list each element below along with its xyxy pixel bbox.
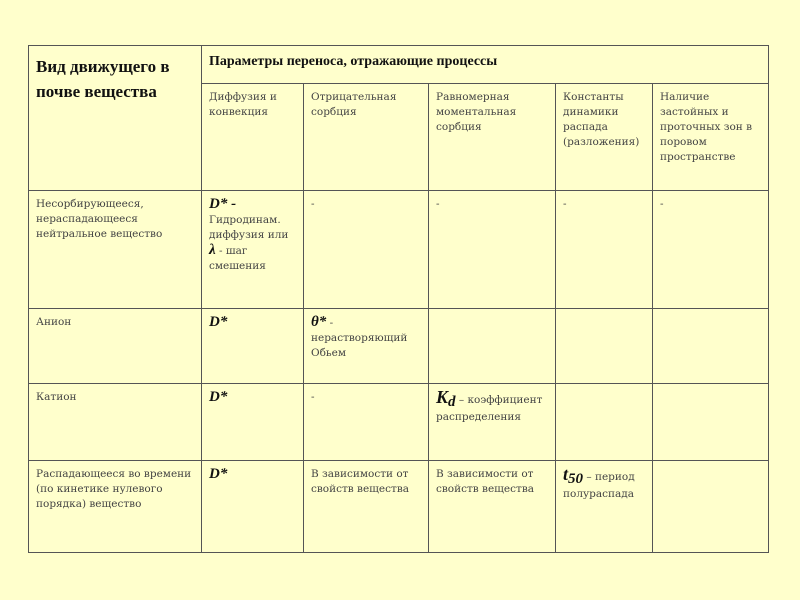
symbol: λ	[209, 242, 216, 258]
column-header: Отрицательная сорбция	[304, 84, 429, 191]
cell	[202, 309, 304, 384]
row-header: Вид движущего в почве вещества	[29, 46, 202, 191]
table-row	[29, 191, 769, 309]
column-header: Константы динамики распада (разложения)	[556, 84, 653, 191]
column-header: Диффузия и конвекция	[202, 84, 304, 191]
symbol: K	[436, 387, 449, 407]
cell-text: - шаг смешения	[209, 245, 266, 272]
row-label: Несорбирующееся, нераспадающееся нейтральное вещество	[29, 191, 202, 309]
cell: -	[429, 191, 556, 309]
cell: В зависимости от свойств вещества	[429, 461, 556, 553]
group-header: Параметры переноса, отражающие процессы	[202, 46, 769, 84]
cell	[429, 384, 556, 461]
cell: -	[556, 191, 653, 309]
cell	[556, 461, 653, 553]
symbol: D*	[209, 314, 228, 330]
cell	[653, 384, 769, 461]
table-row	[29, 461, 769, 553]
cell	[653, 461, 769, 553]
column-header: Наличие застойных и проточных зон в поровом пространстве	[653, 84, 769, 191]
transport-parameters-table	[28, 45, 769, 553]
row-label: Катион	[29, 384, 202, 461]
row-label: Распадающееся во времени (по кинетике нулевого порядка) вещество	[29, 461, 202, 553]
cell	[429, 309, 556, 384]
row-label: Анион	[29, 309, 202, 384]
cell	[653, 309, 769, 384]
cell: В зависимости от свойств вещества	[304, 461, 429, 553]
cell	[202, 191, 304, 309]
symbol: θ*	[311, 314, 327, 330]
symbol: D*	[209, 389, 228, 405]
column-header: Равномерная моментальная сорбция	[429, 84, 556, 191]
subscript: 50	[568, 471, 584, 488]
cell: -	[304, 384, 429, 461]
cell: -	[304, 191, 429, 309]
table-row	[29, 309, 769, 384]
cell-text: – период полураспада	[563, 471, 635, 501]
cell-text: – коэффициент распределения	[436, 394, 543, 424]
cell	[556, 309, 653, 384]
subscript: d	[448, 394, 456, 411]
cell	[202, 384, 304, 461]
symbol: D* -	[209, 196, 237, 212]
cell	[202, 461, 304, 553]
cell: -	[653, 191, 769, 309]
symbol: D*	[209, 466, 228, 482]
table-row	[29, 384, 769, 461]
symbol: t	[563, 464, 569, 484]
cell	[556, 384, 653, 461]
cell	[304, 309, 429, 384]
cell-text: Гидродинам. диффузия или	[209, 214, 289, 241]
cell-text: - нерастворяющий Обьем	[311, 317, 408, 359]
